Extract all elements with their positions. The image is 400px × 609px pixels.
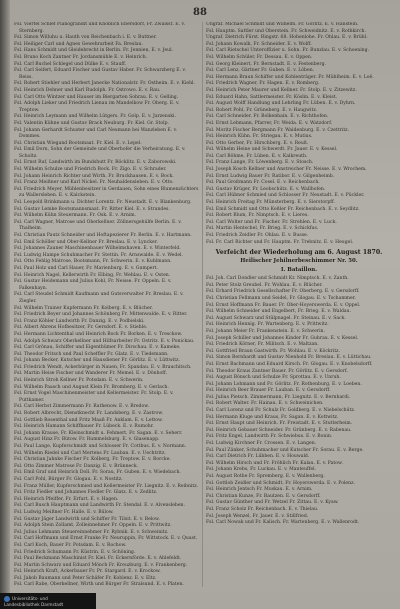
casualty-entry: Fsl. Carl Hübner Schmied und Schlosser Fr. Neustadt. E. v. Pückler.	[206, 193, 365, 199]
casualty-entry: Fsl. Carl Rietschel Unteroffizier u. Sohn. Fr. Bunzlau. E. v. Schoening.	[206, 48, 370, 54]
casualty-entry: Fsl. Carl Herbst Zimmermann Fr. Rathenow. E. v. Bredow.	[14, 404, 150, 410]
section-heading: Verfeicht der Wiederholung am 6. August 1870.	[215, 249, 383, 257]
casualty-entry: Fsl. Carl Rabe, Oberkellner, Wirth und Bürger Fr. Stralsund. E. v. Platen.	[14, 582, 184, 587]
casualty-entry: Fsl. Johann Kowalk, Fr. Schneider. E. v. Wolff.	[206, 41, 312, 47]
casualty-entry: Fsl. Heinrich Kühn. Fr. Striegau. E. v. Mutius.	[206, 134, 313, 140]
casualty-entry: Fsl. Friedrich Wendt, Ackerbürger in Nauen, Fr. Spandau. E. v. Brauchitsch.	[14, 364, 192, 370]
casualty-entry: Fsl. Emil Schmidt und Otto Keßler Fr. Reichenbach. E. v. Seydlitz.	[206, 206, 360, 212]
casualty-entry: Fsl. Fritz Engel, Landwirth Fr. Schwiebus. E. v. Bonin.	[206, 434, 333, 440]
casualty-entry: Fsl. Paul Beckmann Maschinist Fr. Kiel. Fr. Eckernförde. E. v. Ahlefeldt.	[14, 556, 182, 562]
casualty-entry: Fsl. Gustav Lemke Bootsmannsmaat. Fr. Ritter Kiel. E. v. Strandes.	[14, 206, 170, 212]
casualty-entry: Fsl. Johann Krause, Fr. Kleinschmidt u. Fehmert. Fr. Sagan. E. v. Seherr.	[14, 430, 183, 436]
casualty-entry: Fsl. Robert Stiehler und Herbert Janecke Nationalstr. Fr. Ostheim. E. v. Kiehl.	[14, 81, 195, 87]
casualty-entry: Fsl. Simon Willuhu u. Hauth von Reichenbach i. E. v. Buttner.	[14, 35, 157, 41]
casualty-entry: Fsl. Heinrich Stroh Kellner Fr. Potsdam. E. v. Schwerin.	[14, 378, 144, 384]
casualty-entry: Fsl. Christian Pautz Schneider und Hoftapezierer Fr. Berlin. E. v. Hartmann.	[14, 233, 192, 238]
casualty-entry: Fsl. Carl Steudel Schmidt Kaufmann und Gutsverwalter Fr. Breslau. E. v. Ziegler.	[14, 292, 184, 304]
casualty-entry: Fsl. Johann Lohmann und Fr. Görlitz. Fr. Rothenburg. E. v. Loeben.	[206, 381, 362, 387]
casualty-entry: Fsl. Heinrich Hamann Schiffbauer Fr. Lübeck. E. v. Rumohr.	[14, 424, 154, 430]
casualty-entry: Fsl. Ernst Haupt und Heinrich. Fr. Freistadt. E. v. Stutterheim.	[206, 421, 353, 427]
casualty-entry: Fsl. Gustav Jäger Landwirth und Schiffer Fr. Tilsit. E. v. Below.	[14, 516, 160, 522]
casualty-entry: Fsl. Heinrich Jentsch Fr. Muskau. E. v. Arnim.	[206, 487, 313, 493]
casualty-entry: Fsl. Bruno Koch Zantner Fr. Jordansmühle E. v. Heinrich.	[14, 54, 148, 60]
casualty-entry: Fsl. Paul Großmann Fr. Cosel. E. v. Reichenbach.	[206, 180, 320, 186]
page-gutter-shadow	[0, 0, 10, 609]
casualty-entry: Fsl. Otto Fehlig Matrose, Bootsmann, Fr. Schwerin. E. v. Kuhlmann.	[14, 259, 172, 265]
casualty-entry: Fsl. Carl Seifert, Eduard Fischer und Gustav Haber. Fr. Schwarzberg E. v. Reiss.	[14, 68, 187, 80]
casualty-entry: Fsl. Carl Hoffmann und Ernst Franke Fr. Neuruppin, Fr. Wittstock. E. v. Quast.	[14, 536, 198, 542]
casualty-entry: Fsl. Theodor Kraus Zantner Bauer. Fr. Görlitz. E. v. Gersdorf.	[206, 368, 348, 374]
casualty-entry: Fsl. Gustav Krüger, Fr. Leobschütz. E. v. Wallhofen.	[206, 186, 326, 192]
casualty-entry: Fsl. August Rothe Fr. Spremberg. E. v. Wallenberg.	[206, 474, 325, 479]
casualty-entry: Fsl. Martin Schwarz und Eduard Mönch Fr. Kreuzburg. E. v. Frankenberg.	[14, 562, 188, 568]
casualty-entry: Fsl. Wilhelm Schüler, Fr. Dessau. E. v. Oppen.	[206, 54, 313, 60]
casualty-entry: Fsl. Heinrich Pfeiffer, Fr. Erfurt. E. v. Hagen.	[14, 496, 119, 502]
casualty-entry: Fsl. Carl Schneider. Fr. Bolkenhain. E. v. Richthofen.	[206, 114, 329, 120]
column-divider	[202, 22, 203, 587]
casualty-entry: Fsl. Heinrich Gebauer Schneider. Fr. Grünberg. E. v. Rabenau.	[206, 427, 352, 433]
casualty-entry: Fsl. Ludwig Hampe Schuhmacher Fr. Stettin. Fr. Arnswalde. E. v. Wedel.	[14, 252, 183, 258]
casualty-entry: Fsl. Franz Scholz Fr. Reichenbach. E. v. Thielau.	[206, 506, 319, 512]
casualty-entry: Fsl. Paul Zänker, Schuhmacher und Kutscher Fr. Sorau. E. v. Berge.	[206, 447, 364, 453]
casualty-entry: Fsl. Fritz Fiedler und Johannes Fiedler Fr. Glatz. E. v. Zedlitz.	[14, 490, 158, 496]
casualty-entry: Fsl. Heinrich Kraft, Ackerbauer Fr. Pr. Stargard. E. v. Krockow.	[14, 569, 161, 575]
casualty-entry: Fsl. Wilhelm Riedel und Carl Mertens Fr. Lauban. E. v. Uechtritz.	[14, 450, 166, 456]
casualty-entry: Fsl. Franz Lange, Fr. Löwenberg. E. v. Stosch.	[206, 160, 314, 166]
casualty-entry: Fsl. Heinrich Peter Maurer und Kellner. Fr. Stolp. E. v. Zitzewitz.	[206, 87, 357, 93]
casualty-entry: Fsl. Otto Zimmer Matrose Fr. Danzig. E. v. Brünneck.	[14, 463, 139, 469]
casualty-entry: Fsl. Carl Wolter und Fr. Fischer. Fr. Strehlen. E. v. Luck.	[206, 219, 337, 225]
casualty-entry: Fsl. Adolph Lieker und Friedrich Lienau im Mandelkow Fr. Oberg. E. v. Treptow.	[14, 101, 180, 113]
casualty-entry: Fsl. August Bönsch und Schulze Fr. Sprottau. E. v. Unruh.	[206, 375, 341, 381]
casualty-entry: Fsl. Hermann Lichtenthal und Heinrich Bock Fr. Borken. E. v. Tresckow.	[14, 331, 183, 337]
casualty-entry: Fsl. Wilhelm Hirsch und Fr. Fröhlich Fr. Kalau. E. v. Patow.	[206, 460, 343, 466]
casualty-entry: Fsl. Joh. Carl Dondler und Schmidt Kr. Nimptsch. E. v. Zanth.	[206, 276, 349, 282]
casualty-entry: Fsl. Paul Lange, Kupferschmidt und Schlosser Fr. Cottbus. E. v. Normann.	[14, 444, 187, 449]
casualty-entry: Fsl. Heinrich Dehner und Karl Rudolph. Fr. Ostrowo. E. v. Rau.	[14, 87, 161, 93]
footer-line-1: Universitäts- und	[12, 596, 48, 601]
casualty-entry: Fsl. Gottfried Braun Gastwirth. Fr. Wohlau. E. v. Köckritz.	[206, 348, 341, 354]
casualty-entry: Fsl. Joseph Wenzel, Fr. Jauer. E. v. Stillfried.	[206, 513, 309, 519]
casualty-entry: Fsl. August Hinz Fr. Bütow. Fr. Rummelsburg. E. v. Glasenapp.	[14, 437, 160, 443]
casualty-entry: Fsl. Martin Heise Fischer und Wanderer Fr. Memel. E. v. Dönhoff.	[14, 371, 167, 377]
casualty-entry: Fsl. Erhard Friedrich Gesellschafter Fr. Oberberg. E. v. Gersdorff.	[206, 289, 360, 295]
casualty-entry: Fsl. Ernst Bachmann und Eduard Kirsch. Fr. Glogau. E. v. Knobelsdorff.	[206, 361, 373, 367]
casualty-entry: Fsl. Christian Fellmann und Seidel, Fr. Glogau. E. v. Tschammer.	[206, 295, 356, 301]
casualty-entry: Fsl. Joseph Kosch Kellner und Anstreicher Fr. Neisse. E. v. Wrochem.	[206, 167, 367, 173]
casualty-entry: Fsl. Theodor Fritsch und Paul Scheffler Fr. Glatz. E. v. Tiedemann.	[14, 351, 169, 357]
casualty-entry: Ungraf. Dietrich Fürst. Ringstr. 68. Hohenlohe. Fr. Ohlau. E. v. Brühl.	[206, 35, 368, 41]
casualty-entry: Fsl. Emil Graf und Heinrich Doll. Fr. Sorau, Fr. Guben. E. v. Wiedebach.	[14, 470, 181, 476]
casualty-entry: Fsl. Friedrich Schumann Fr. Küstrin. E. v. Schöning.	[14, 549, 136, 555]
casualty-entry: Fsl. Carl Busch Hauptmann und Landwirth Fr. Stendal. E. v. Alvensleben.	[14, 503, 185, 509]
casualty-entry: Fsl. Johann Heinrich Richter und Wirth. Fr. Bruckhausen. E. v. Bock.	[14, 173, 174, 179]
casualty-entry: Fsl. Robert Walter. Fr. Hainau. E. v. Schweinichen.	[206, 401, 324, 407]
casualty-entry: Fsl. Carl Otto Wintzer und Hauser im Biergarten Sohrau. E. v. Gelling.	[14, 94, 179, 100]
casualty-entry: Fsl. Carl Lorenz und Fr. Schulz Fr. Goldberg. E. v. Niebelschütz.	[206, 408, 356, 414]
casualty-entry: Fsl. Gottlieb Rosenthal und Fritz Maaß Fr. Anklam. E. v. Lettow.	[14, 417, 163, 423]
casualty-entry: Fsl. Friedrich Zeidler Fr. Ohlau. E. v. Busse.	[206, 233, 309, 238]
casualty-entry: Fsl. Carl Pohl, Bürger Fr. Glogau. E. v. Nostitz.	[14, 476, 123, 482]
casualty-entry: Fsl. Joseph Schiller und Johannes Kinder Fr. Guhrau. E. v. Kessel.	[206, 335, 359, 341]
casualty-entry: Fsl. August Wolff Handlung und Lehrling Fr. Lüben. E. v. Dyhrn.	[206, 101, 356, 107]
casualty-entry: Fsl. Martin Hentschel, Fr. Brieg. E. v. Schickfus.	[206, 226, 319, 232]
casualty-entry: Fsl. Jakob Baumann und Peter Schäfer Fr. Koblenz. E. v. Eltz.	[14, 575, 157, 581]
casualty-entry: Fsl. Johann Gerhardt Schuster und Carl Neumann bei Wanzleben E. v. Dommes.	[14, 127, 178, 140]
casualty-entry: Fsl. Ernst Lehmann, Pfarrer, Fr. Weida. E. v. Watzdorf.	[206, 120, 333, 126]
casualty-entry: Fsl. Emil Schöller und Ober-Kellner Fr. Breslau. E. v. Lyncker.	[14, 239, 158, 245]
casualty-entry: Fsl. Wilhelm Heine und Schwerdt. Fr. Jauer. E. v. Kessel.	[206, 147, 338, 153]
casualty-entry: Ungraf. Michael Schmidt und Wilhelm. Fr. Görlitz. E. v. Hanstein.	[206, 22, 359, 27]
casualty-entry: Fsl. Eduard Hahn, Sattlermeister. Fr. Köslin. E. v. Kleist.	[206, 94, 338, 100]
casualty-entry: Fsl. Hermann Kluge und Kraus, Fr. Sagan. E. v. Kottwitz.	[206, 414, 339, 420]
casualty-entry: Fsl. Valentin Kühne und Gustav Brack Neuburg. Fr. Kiel. Gr. Stolp.	[14, 120, 170, 126]
casualty-entry: Fsl. Heinrich Hennig. Fr. Wartenberg. E. v. Prittwitz.	[206, 322, 329, 328]
casualty-entry: Fsl. Friedrich Körner, Fr. Militsch. E. v. Maltzan.	[206, 342, 319, 348]
casualty-entry: Fsl. Adolph Schwarz Oberkellner und Hilfsarbeiter Fr. Ostritz. E. v. Ponickau.	[14, 338, 195, 344]
casualty-entry: Fsl. Otto Gerber, Fr. Hirschberg. E. v. Reuß.	[206, 140, 309, 146]
casualty-entry: Fsl. Fr. Carl Richter und Fr. Hauptm. Fr. Trebnitz. E. v. Heugel.	[206, 239, 354, 245]
casualty-entry: Fsl. Paul Holz und Carl Hauer, Fr. Marienburg. E. v. Gumpert.	[14, 265, 158, 271]
casualty-entry: Fsl. Carl Grönau, Schiffer und Eigenthümer Fr. Dirschau. E. v. Kameke.	[14, 345, 181, 351]
casualty-entry: Fsl. Wilhelm Schneider und Engelbert, Fr. Brieg. E. v. Waldau.	[206, 309, 352, 315]
right-column-bottom-entries	[206, 276, 392, 527]
casualty-entry: Fsl. Wilhelm Paasch und August Klein Fr. Bromberg. E. v. Gerlach.	[14, 384, 169, 390]
casualty-entry: Fsl. Carl Nowak und Fr. Kalisch. Fr. Wartenberg. E. v. Wallenrodt.	[206, 520, 360, 526]
casualty-entry: Fsl. Robert Blum, Fr. Nimptsch. E. v. Lieres.	[206, 213, 309, 219]
casualty-entry: Fsl. Gottlob Zeidler und Schmidt. Fr. Hoyerswerda. E. v. Polenz.	[206, 480, 355, 486]
library-watermark	[0, 593, 96, 609]
casualty-entry: Fsl. Hans Schmidt und Gleidebrecht in Berlin. Fr. Jennien, E. v. Jeul.	[14, 48, 174, 54]
casualty-entry: Fsl. August Schwarz und Stülpnagel. Fr. Steinau. E. v. Sack.	[206, 315, 346, 321]
casualty-entry: Fsl. Wilhelm Schulze und Friedrich Bock. Fr. Zigo. E. v. Schrader.	[14, 167, 167, 173]
casualty-entry: Fsl. Heiliger Carl und Agnes Gewehrarbeit Fa. Breslau.	[14, 41, 143, 47]
casualty-entry: Fsl. Ernst Ruf, Landwirth im Bundshutt Fr. Röcklitz. E. v. Zaborowski.	[14, 160, 177, 166]
left-column	[14, 22, 200, 587]
casualty-entry: Fsl. Johann Meier Fr. Frankenstein. E. v. Schwerin.	[206, 328, 325, 334]
casualty-entry: Fsl. Ernst Hoffmann Fr. Bauer. Fr. Ober-Hoyerswerda. E. v. Oppel.	[206, 302, 361, 308]
casualty-entry: Fsl. Moritz Fischer Bergmann Fr. Waldenburg. E. v. Czettritz.	[206, 127, 350, 133]
footer-line-2: Landesbibliothek Darmstadt	[4, 602, 64, 607]
casualty-entry: Fsl. Hermann Braun Schiffer und Kohlenträger. Fr. Mühlheim. E. v. Loë.	[206, 74, 374, 80]
casualty-entry: Fsl. Leopold Brinkmann u. Dichter Lorentz. Fr. Neustadt. E. v. Blankenburg.	[14, 200, 192, 206]
casualty-entry: Fsl. Ludwig Meißner Fr. Halle. E. v. Bülow.	[14, 509, 114, 515]
casualty-entry: Fsl. Ernst Vogel Maschinenmeister und Kellermeister. Fr. Stolp. E. v. Puttkamer.	[14, 391, 174, 403]
casualty-entry: Fsl. Franz Köhler Landwirth Fr. Danzig. E. v. Podbielski.	[14, 318, 145, 324]
casualty-entry: Fsl. Wilhelm Trainer Kupfermann Fr. Kolberg. E. v. Blücher.	[14, 305, 153, 311]
casualty-entry: Fsl. Wilhelm Kühn Steuermann. Fr. Osk. E. v. Arnim.	[14, 213, 137, 219]
casualty-entry: Fsl. Friedrich Meyer, Mühlenbesitzer in Gerdauen, Sohn eines Blumenzüchters zu Wallersleben. E. v. Kalckstein.	[14, 186, 199, 199]
right-column-top-entries	[206, 22, 392, 246]
casualty-entry: Fsl. Franz Meißner und Karl Nickel. Fr. Neuhaldensleben. E. v. Otto.	[14, 180, 174, 186]
casualty-entry: Fsl. Heinrich Freitag Fr. Münsterberg. E. v. Sierstorpff.	[206, 200, 335, 206]
casualty-entry: Fsl. Robert Pohl, Fr. Grüneberg. E. v. Haugwitz.	[206, 107, 318, 113]
casualty-entry: Fsl. Heinrich Nagel, Kellerwirth Fr. Elbing, Fr. Wehlau. E. v. Osten.	[14, 272, 171, 278]
casualty-entry: Fsl. Friedrich Beyer und Johannes Schönberg Fr. Mittenwalde. E. v. Ritter.	[14, 312, 188, 318]
section-subheading-battalion: I. Bataillon.	[280, 267, 318, 274]
casualty-entry: Fsl. Carl Koch, Bauer Fr. Potsdam. E. v. Rochow.	[14, 542, 127, 548]
casualty-entry: Fsl. Friedrich Wagner, Fr. Hagen. E. v. Romberg.	[206, 81, 320, 87]
casualty-entry: Fsl. Franz Müller, Kupferschmied und Kellermeister Fr. Liegnitz. E. v. Reibnitz.	[14, 483, 199, 489]
casualty-entry: Fsl. Heinrich Beer Brauer Fr. Lauban. E. v. Gersdorff.	[206, 388, 331, 394]
page-number: 88	[193, 7, 207, 18]
casualty-entry: Fsl. Emil Dorn, Sohn der Gemeinde und Oberhofer die Verheiratung. E. v. Scholtz.	[14, 147, 186, 159]
casualty-entry: Fsl. Julius Pietsch. Zimmermann, Fr. Liegnitz. E. v. Bernhardi.	[206, 394, 351, 400]
casualty-entry: Fsl. Johannes Zauner Maschinenbauer Wilhelmshaven. E. v. Winterfeld.	[14, 246, 181, 252]
casualty-entry: Fsl. Adolph Stein Zollamt, Zolleinnehmer Fr. Oppeln. E. v. Prittwitz.	[14, 523, 172, 529]
casualty-entry: Fsl. Ludwig Kirchner Fr. Crossen. E. v. Langen.	[206, 441, 317, 447]
casualty-entry: Fsl. Simon Bernhardt und Gustav Nienhold Fr. Breslau. E. v. Lüttichau.	[206, 355, 372, 361]
casualty-entry: Fsl. Johann Becker, Kutscher und Hausdiener Fr. Görlitz. E. v. Lüttwitz.	[14, 358, 181, 364]
casualty-entry: Fsl. Johann Krebs, Fr. Luckau. E. v. Manteuffel.	[206, 467, 317, 473]
casualty-entry: Fsl. Carl Wagner, Matrose und Oberkellner. Zöllnersgehülfe Berlin. E. v. Thalheim.	[14, 219, 182, 232]
casualty-entry: Fsl. Gustav Heidemann und Julius Kohl, Fr. Neisse. Fr. Oppeln. E. v. Falkenhayn.	[14, 279, 172, 291]
casualty-entry: Fsl. Carl Dietrich Fr. Lübben. E. v. Houwald.	[206, 454, 310, 460]
casualty-entry: Fsl. Carl Lenz, Gärtner Fr. Guben. E. v. Löben.	[206, 68, 315, 74]
casualty-entry: Fsl. Heinrich Leymann und Wilhelm Lütgers. Fr. Golp. E. v. Jarzenski.	[14, 114, 176, 120]
casualty-entry: Fsl. Carl Böhme, Fr. Lüben. E. v. Kalkreuth.	[206, 153, 308, 159]
casualty-entry: Fsl. Hauptm. Sattler und Oberstein. Fr. Schweidnitz. E. v. Rothkirch.	[206, 28, 366, 34]
casualty-entry: Fsl. Christian Jahnke Fischer Fr. Kolberg, Fr. Treptow. E. v. Borcke.	[14, 457, 171, 463]
casualty-entry: Fsl. Peter Stolz Greubel. Fr. Wohlau. E. v. Blücher.	[206, 282, 323, 288]
casualty-entry: Fsl. Julius Lehmann Steuereinnehmer Fr. Rybnik. E. v. Schweinitz.	[14, 529, 169, 535]
casualty-entry: Fsl. Albert Ahrens Hofbesitzer, Fr. Gersdorf. E. v. Stiehle.	[14, 325, 148, 331]
casualty-entry: Fsl. Christian Wiegand Bootsmaat. Fr. Kiel. E. v. Lepel.	[14, 140, 142, 146]
casualty-entry: Fsl. Georg Kleinert, Fr. Bernstadt. E. v. Festenberg.	[206, 61, 326, 67]
right-column	[206, 22, 392, 587]
casualty-entry: Fsl. Ernst Ludwig Bauer Fr. Ratibor. E. v. Gilgenheimb.	[206, 173, 335, 179]
casualty-entry: Fsl. Robert Albrecht, Dienstknecht Fr. Landsberg. E. v. Zastrow.	[14, 411, 164, 417]
section-subheading: Heilischer Jehilnerbeschimmer Nr. 50.	[240, 258, 358, 265]
casualty-entry: Fsl. Gustav Günther und Fr. Wetzel Fr. Zittau. E. v. Kyaw.	[206, 500, 339, 506]
casualty-entry: Fsl. Carl Buchel Schlegel und Dülke E. v. Stauff.	[14, 61, 127, 67]
casualty-entry: Fsl. Christian Kunze, Fr. Bautzen. E. v. Gersdorff.	[206, 493, 321, 499]
casualty-entry: Fsl. Viertel Schlef Pianograndit und Knoblich Ebersdorf, Fr. Zwaisst. E. v. Sternberg.	[14, 22, 186, 34]
